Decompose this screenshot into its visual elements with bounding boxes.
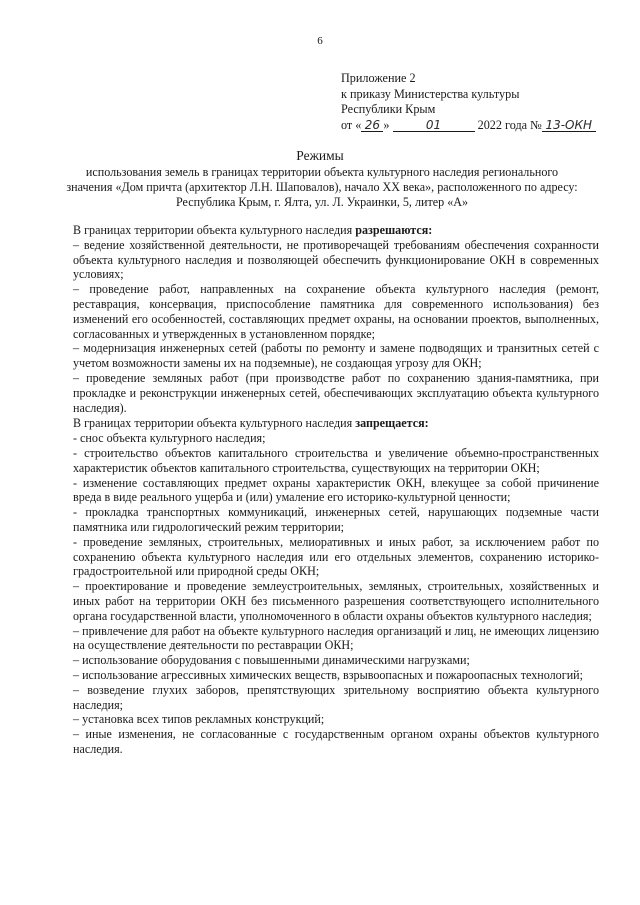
prohibited-intro [73, 416, 599, 431]
date-separator: » [383, 117, 390, 132]
date-month: 01 [393, 119, 475, 132]
allowed-intro [73, 223, 599, 238]
prohibited-item: – проектирование и проведение землеустроительных, земляных, строительных, хозяйственных и иных работ на территории ОКН без письменного разрешения соответствующего исполнительного органа государственной власти, уполномоченного в области охраны объектов культурного наследия; [73, 579, 599, 623]
allowed-item: – проведение работ, направленных на сохранение объекта культурного наследия (ремонт, реставрация, консервация, приспособление памятника для современного использования) без изменений его особенностей, составляющих предмет охраны, на основании проектов, выполненных, согласованных и утвержденных в установленном порядке; [73, 282, 599, 341]
prohibited-item: - прокладка транспортных коммуникаций, инженерных сетей, нарушающих подземные части памятника или гидрологический режим территории; [73, 505, 599, 534]
allowed-item: – модернизация инженерных сетей (работы по ремонту и замене подводящих и транзитных сетей с учетом возможности замены их на подземные), не создающая угрозу для ОКН; [73, 341, 599, 371]
prohibited-item: - изменение составляющих предмет охраны характеристик ОКН, влекущее за собой причинение вреда в виде реального ущерба и (или) умаление его историко-культурной ценности; [73, 475, 599, 505]
document-body [73, 222, 599, 757]
allowed-intro-bold: разрешаются: [355, 223, 433, 237]
date-prefix: от « [341, 117, 362, 132]
prohibited-intro-text: В границах территории объекта культурного наследия [73, 416, 356, 431]
prohibited-item: - проведение земляных, строительных, мелиоративных и иных работ, за исключением работ по сохранению объекта культурного наследия или его отдельных элементов, сохранению историко-градостроительной или природной среды ОКН; [73, 534, 599, 579]
document-subtitle: использования земель в границах территории объекта культурного наследия регионального значения «Дом причта (архитектор Л.Н. Шаповалов), начало XX века», расположенного по адресу: Республика Крым, г. Ялта, ул. Л. Украинки, 5, литер «А» [66, 165, 578, 209]
prohibited-item: – иные изменения, не согласованные с государственным органом охраны объектов культурного наследия. [73, 727, 599, 756]
allowed-item: – проведение земляных работ (при производстве работ по сохранению здания-памятника, при прокладке и реконструкции инженерных сетей, обеспечивающих эксплуатацию объекта культурного наследия). [73, 370, 599, 415]
prohibited-intro-bold: запрещается: [355, 416, 429, 431]
prohibited-item: - снос объекта культурного наследия; [73, 431, 266, 446]
prohibited-item: – привлечение для работ на объекте культурного наследия организаций и лиц, не имеющих лицензию на осуществление деятельности по реставрации ОКН; [73, 623, 599, 653]
document-number: 13-ОКН [542, 119, 596, 132]
date-year: 2022 года № [477, 117, 542, 132]
prohibited-item: – использование оборудования с повышенными динамическими нагрузками; [73, 653, 470, 668]
prohibited-item: – возведение глухих заборов, препятствующих зрительному восприятию объекта культурного наследия; [73, 682, 599, 712]
allowed-intro-text: В границах территории объекта культурного наследия [73, 223, 356, 237]
prohibited-item: – использование агрессивных химических веществ, взрывоопасных и пожароопасных технологий; [73, 667, 583, 682]
document-title: Режимы [296, 148, 344, 163]
appendix-header [341, 71, 631, 133]
appendix-line-1: Приложение 2 [341, 71, 416, 85]
allowed-item: – ведение хозяйственной деятельности, не противоречащей требованиям обеспечения сохранности объекта культурного наследия и позволяющей обеспечить функционирование ОКН в современных условиях; [73, 237, 599, 282]
prohibited-item: - строительство объектов капитального строительства и увеличение объемно-пространственных характеристик объектов капитального строительства, существующих на территории ОКН; [73, 445, 599, 475]
appendix-line-3: Республики Крым [341, 102, 436, 116]
page-number: 6 [317, 35, 323, 47]
date-day: 26 [361, 119, 383, 132]
prohibited-item: – установка всех типов рекламных конструкций; [73, 712, 325, 727]
appendix-line-2: к приказу Министерства культуры [341, 86, 520, 101]
appendix-date-line [341, 118, 631, 134]
